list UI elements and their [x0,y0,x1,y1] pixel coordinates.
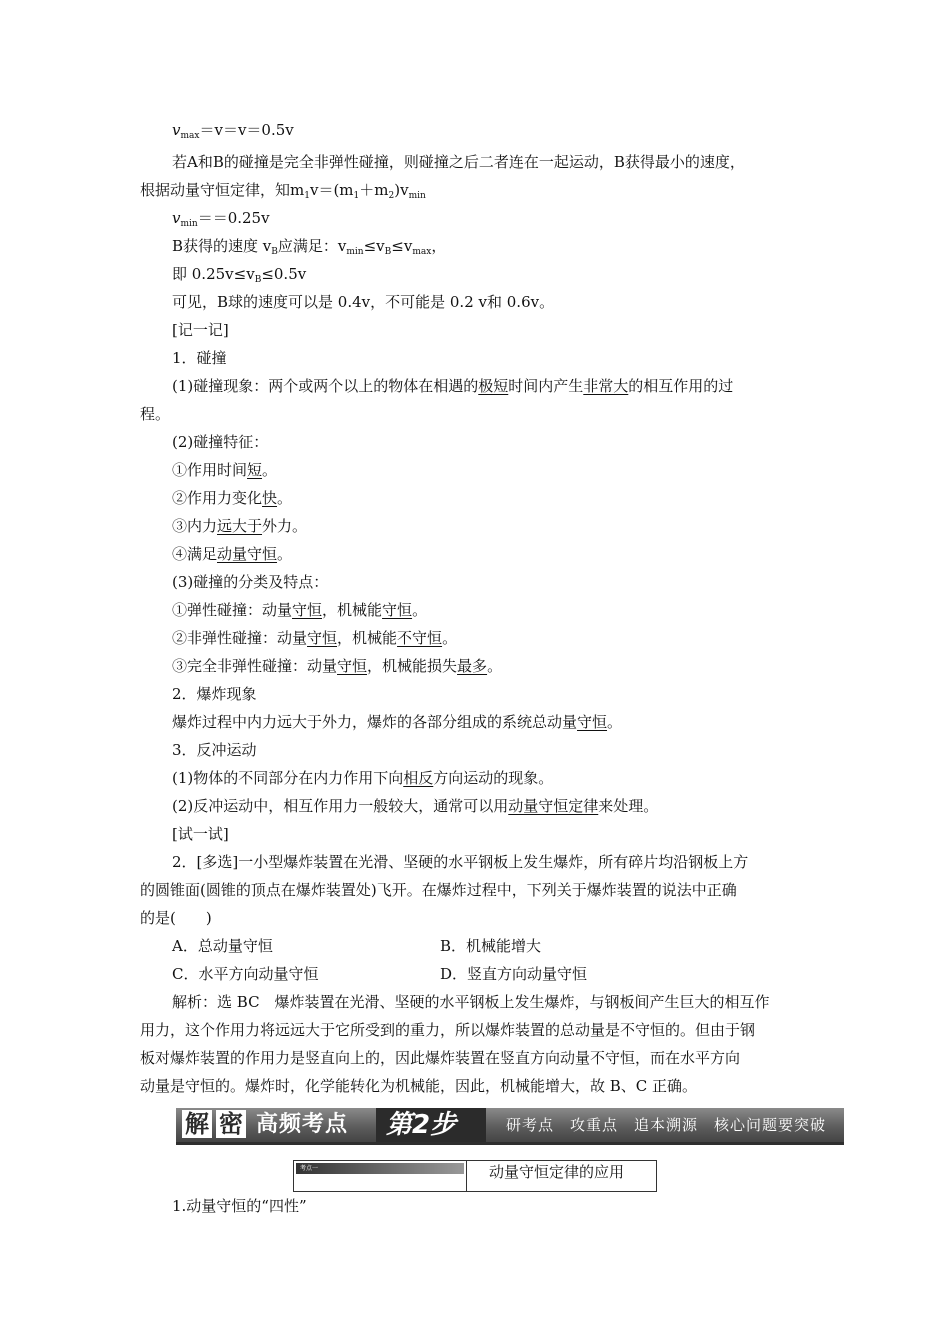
text: ＋m [359,181,389,199]
condition-line [172,236,852,262]
range-line [172,264,852,290]
blank-answer: 最多 [457,657,488,675]
formula-rest: ＝v＝v＝0.5v [199,121,294,139]
banner-part-label: 第2步 [376,1108,486,1142]
option-d: D．竖直方向动量守恒 [440,965,588,983]
text: 。 [277,545,293,563]
text: ①作用时间 [172,461,248,479]
text: 的相互作用的过 [628,377,734,395]
subscript: min [180,219,198,229]
heading-explosion: 2．爆炸现象 [172,685,257,703]
blank-answer: 动量守恒 [217,545,278,563]
blank-answer: 守恒 [307,629,338,647]
option-c: C．水平方向动量守恒 [172,965,319,983]
text: ≤0.5v [261,265,307,283]
text: ②非弹性碰撞：动量 [172,629,308,647]
conclusion-line: 可见，B球的速度可以是 0.4v，不可能是 0.2 v和 0.6v。 [172,293,555,311]
blank-answer: 不守恒 [397,629,443,647]
text: 来处理。 [598,797,659,815]
analysis-line: 用力，这个作用力将远远大于它所受到的重力，所以爆炸装置的总动量是不守恒的。但由于钢 [140,1021,756,1039]
topic-box [293,1160,657,1192]
text: 。 [262,461,278,479]
text: 。 [277,489,293,507]
subscript: max [180,131,200,141]
subscript: B [271,247,278,257]
blank-answer: 短 [247,461,263,479]
banner-mi-box: 密 [216,1110,246,1138]
text: ，机械能损失 [367,657,458,675]
classification-heading: (3)碰撞的分类及特点： [172,573,329,591]
text: )v [394,181,409,199]
recoil-paragraph-2 [172,796,852,816]
blank-answer: 守恒 [577,713,608,731]
question-line: 2．[多选]一小型爆炸装置在光滑、坚硬的水平钢板上发生爆炸，所有碎片均沿钢板上方 [172,853,749,871]
recoil-paragraph-1 [172,768,852,788]
explosion-paragraph [172,712,852,732]
text: v＝(m [309,181,354,199]
classification-item [172,656,852,676]
paragraph-inelastic-line2 [140,180,820,206]
text: B获得的速度 v [172,237,272,255]
question-line: 的是( ) [140,909,212,927]
formula-rest: ＝＝0.25v [197,209,270,227]
analysis-line: 动量是守恒的。爆炸时，化学能转化为机械能，因此，机械能增大，故 B、C 正确。 [140,1077,698,1095]
feature-item [172,488,852,508]
blank-answer: 动量守恒定律 [508,797,599,815]
section-heading-remember: [记一记] [172,321,229,339]
blank-answer: 远大于 [217,517,263,535]
option-b: B．机械能增大 [440,937,542,955]
paragraph-inelastic-line1: 若A和B的碰撞是完全非弹性碰撞，则碰撞之后二者连在一起运动，B获得最小的速度， [172,153,745,171]
topic-tag: 考点一 [296,1163,464,1174]
text: 根据动量守恒定律，知m [140,181,305,199]
formula-vmin [172,208,852,234]
blank-answer: 非常大 [583,377,629,395]
collision-phenomenon-line2: 程。 [140,405,171,423]
blank-answer: 极短 [478,377,509,395]
heading-recoil: 3．反冲运动 [172,741,257,759]
text: (2)反冲运动中，相互作用力一般较大，通常可以用 [172,797,509,815]
text: 时间内产生 [508,377,584,395]
section-heading-try: [试一试] [172,825,229,843]
option-a: A．总动量守恒 [172,937,273,955]
text: 。 [412,601,428,619]
text: ，机械能 [322,601,383,619]
subscript: 1 [304,191,310,201]
subscript: B [254,275,262,285]
text: 。 [487,657,503,675]
analysis-line: 解析：选 BC 爆炸装置在光滑、坚硬的水平钢板上发生爆炸，与钢板间产生巨大的相互作 [172,993,770,1011]
subscript: min [408,191,426,201]
text: ①弹性碰撞：动量 [172,601,293,619]
collision-features-heading: (2)碰撞特征： [172,433,269,451]
feature-item [172,544,852,564]
text: ③内力 [172,517,218,535]
text: ，机械能 [337,629,398,647]
banner-title: 高频考点 [256,1112,349,1137]
text: (1)物体的不同部分在内力作用下向 [172,769,404,787]
blank-answer: 快 [262,489,278,507]
text: 。 [442,629,458,647]
text: (1)碰撞现象：两个或两个以上的物体在相遇的 [172,377,479,395]
text: ≤v [391,237,413,255]
classification-item [172,628,852,648]
banner-jie-box: 解 [182,1110,212,1138]
topic-divider [466,1161,467,1191]
text: ≤v [363,237,385,255]
classification-item [172,600,852,620]
subscript: max [412,247,432,257]
blank-answer: 守恒 [337,657,368,675]
var-v: v [172,209,181,227]
text: ②作用力变化 [172,489,263,507]
subscript: 2 [388,191,395,201]
collision-phenomenon-line1 [172,376,852,396]
text: 方向运动的现象。 [433,769,554,787]
blank-answer: 守恒 [292,601,323,619]
banner-tagline: 研考点 攻重点 追本溯源 核心问题要突破 [506,1116,827,1134]
text: ③完全非弹性碰撞：动量 [172,657,338,675]
blank-answer: 守恒 [382,601,413,619]
subscript: 1 [353,191,360,201]
subsection-heading: 1.动量守恒的“四性” [172,1197,307,1215]
text: 。 [607,713,623,731]
analysis-line: 板对爆炸装置的作用力是竖直向上的，因此爆炸装置在竖直方向动量不守恒，而在水平方向 [140,1049,741,1067]
question-line: 的圆锥面(圆锥的顶点在爆炸装置处)飞开。在爆炸过程中，下列关于爆炸装置的说法中正确 [140,881,737,899]
section-banner [176,1108,844,1145]
text: 爆炸过程中内力远大于外力，爆炸的各部分组成的系统总动量 [172,713,578,731]
subscript: B [384,247,392,257]
text: 应满足：v [277,237,347,255]
var-v: v [172,121,181,139]
heading-collision: 1．碰撞 [172,349,227,367]
subscript: min [346,247,364,257]
text: ， [431,237,447,255]
text: ④满足 [172,545,218,563]
text: 外力。 [262,517,308,535]
topic-title: 动量守恒定律的应用 [489,1163,625,1181]
blank-answer: 相反 [403,769,434,787]
feature-item [172,460,852,480]
formula-vmax [172,120,852,146]
text: 即 0.25v≤v [172,265,255,283]
feature-item [172,516,852,536]
